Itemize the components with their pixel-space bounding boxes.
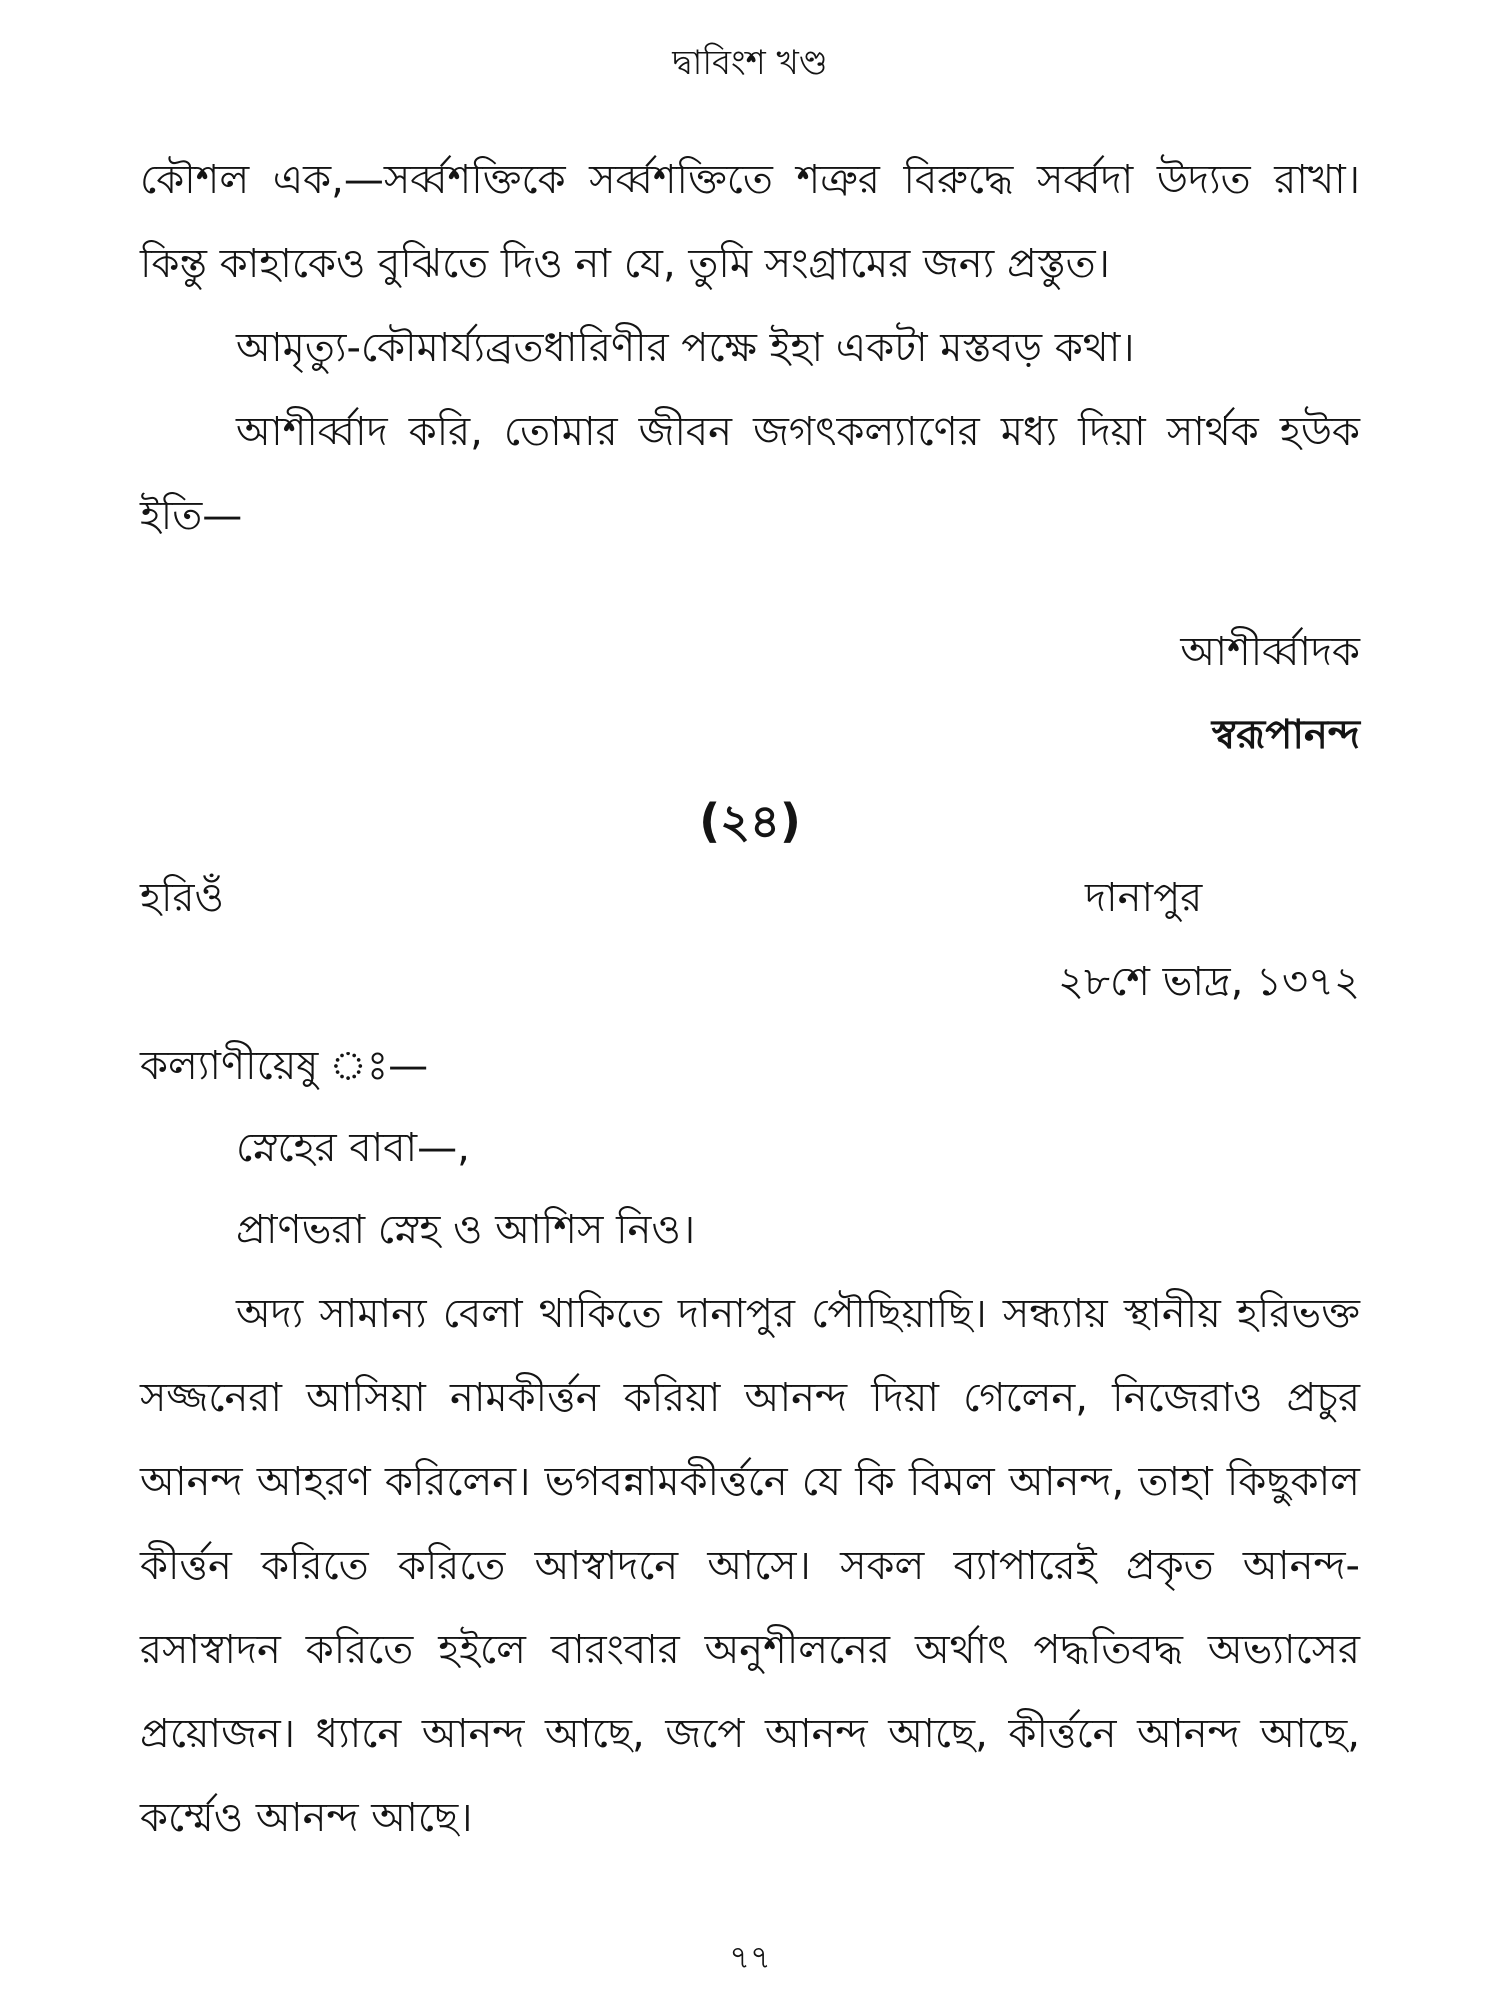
letter-address: কল্যাণীয়েষু ঃ— bbox=[140, 1043, 429, 1089]
letter-place: দানাপুর bbox=[1085, 875, 1203, 921]
letter-number: (২৪) bbox=[699, 794, 801, 848]
signoff-label: আশীর্ব্বাদক bbox=[1180, 629, 1360, 675]
page-number: ৭৭ bbox=[729, 1938, 771, 1976]
letter-24-body bbox=[140, 1272, 1360, 1860]
signoff-name: স্বরূপানন্দ bbox=[1211, 712, 1360, 758]
letter-date: ২৮শে ভাদ্র, ১৩৭২ bbox=[1058, 959, 1360, 1005]
paragraph: আশীর্ব্বাদ করি, তোমার জীবন জগৎকল্যাণের মধ্য দিয়া সার্থক হউক ইতি— bbox=[140, 409, 1360, 539]
greeting-line: প্রাণভরা স্নেহ ও আশিস নিও। bbox=[236, 1207, 696, 1253]
paragraph: আমৃত্যু-কৌমার্য্যব্রতধারিণীর পক্ষে ইহা একটা মস্তবড় কথা। bbox=[236, 325, 1135, 371]
paragraph: অদ্য সামান্য বেলা থাকিতে দানাপুর পৌছিয়াছি। সন্ধ্যায় স্থানীয় হরিভক্ত সজ্জনেরা আসিয়া নামকীর্ত্তন করিয়া আনন্দ দিয়া গেলেন, নিজেরাও প্রচুর আনন্দ আহরণ করিলেন। ভগবন্নামকীর্ত্তনে যে কি বিমল আনন্দ, তাহা কিছুকাল কীর্ত্তন করিতে করিতে আস্বাদনে আসে। সকল ব্যাপারেই প্রকৃত আনন্দ-রসাস্বাদন করিতে হইলে বারংবার অনুশীলনের অর্থাৎ পদ্ধতিবদ্ধ অভ্যাসের প্রয়োজন। ধ্যানে আনন্দ আছে, জপে আনন্দ আছে, কীর্ত্তনে আনন্দ আছে, কর্ম্মেও আনন্দ আছে। bbox=[140, 1291, 1360, 1841]
greeting-line: স্নেহের বাবা—, bbox=[236, 1125, 470, 1171]
running-head: দ্বাবিংশ খণ্ড bbox=[672, 43, 828, 83]
letter-23-closing-text bbox=[140, 138, 1360, 558]
paragraph: কৌশল এক,—সর্ব্বশক্তিকে সর্ব্বশক্তিতে শত্রুর বিরুদ্ধে সর্ব্বদা উদ্যত রাখা। কিন্তু কাহাকেও বুঝিতে দিও না যে, তুমি সংগ্রামের জন্য প্রস্তুত। bbox=[140, 157, 1360, 287]
invocation: হরিওঁ bbox=[140, 875, 224, 921]
